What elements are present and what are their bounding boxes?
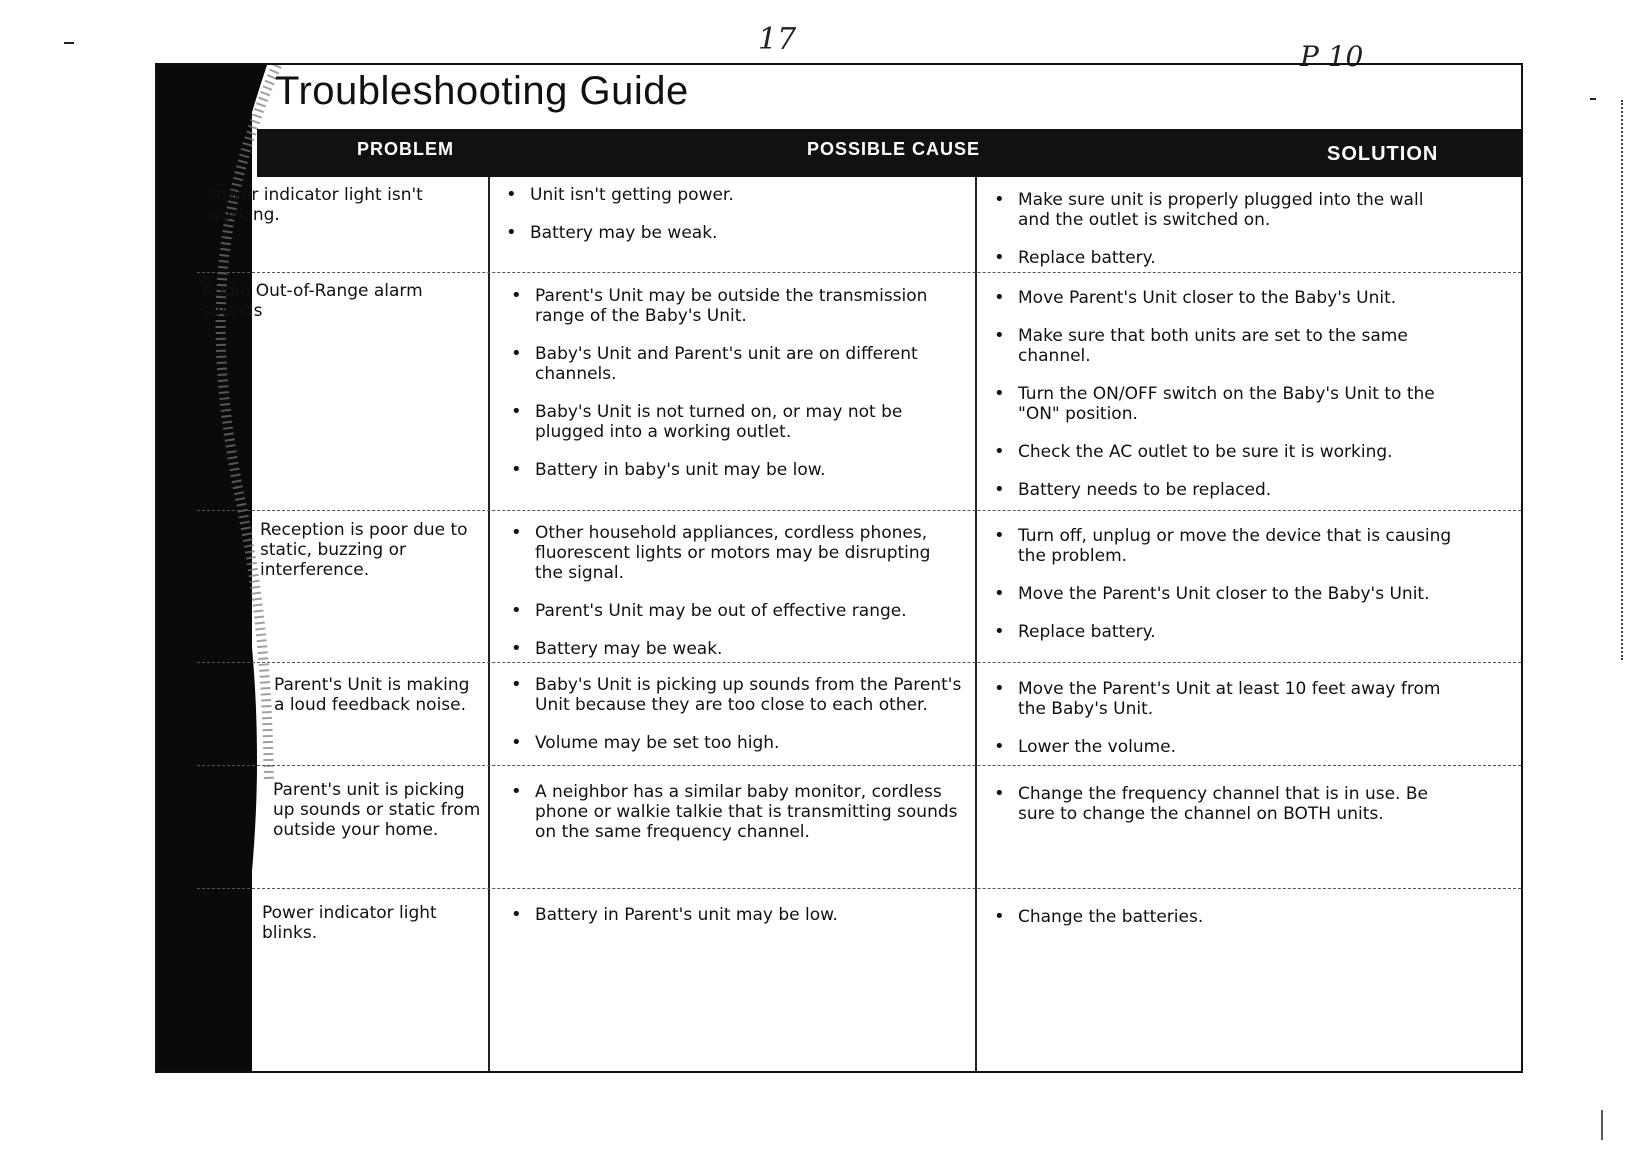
table-header — [257, 129, 1521, 177]
solution-item: • Make sure unit is properly plugged into the wall and the outlet is switched on. — [990, 190, 1460, 230]
page-title: Troubleshooting Guide — [275, 69, 689, 113]
solution-item: • Move the Parent's Unit at least 10 feet away from the Baby's Unit. — [990, 679, 1460, 719]
cause-item: • Baby's Unit is picking up sounds from the Parent's Unit because they are too close to each other. — [507, 675, 962, 715]
column-divider — [488, 177, 490, 1071]
problem-cell: Parent's unit is picking up sounds or static from outside your home. — [273, 780, 481, 840]
solution-list — [990, 784, 1460, 842]
cause-item: • Baby's Unit and Parent's unit are on different channels. — [507, 344, 967, 384]
solution-list — [990, 907, 1460, 945]
solution-item: • Make sure that both units are set to the same channel. — [990, 326, 1470, 366]
cause-list — [507, 523, 962, 677]
problem-cell: Parent's Unit is making a loud feedback noise. — [274, 675, 470, 715]
handwritten-page-number: 17 — [758, 22, 797, 57]
header-solution: SOLUTION — [1327, 143, 1439, 165]
cause-item: • Other household appliances, cordless phones, fluorescent lights or motors may be disrupting the signal. — [507, 523, 962, 583]
solution-item: • Turn the ON/OFF switch on the Baby's Unit to the "ON" position. — [990, 384, 1470, 424]
column-divider — [975, 177, 977, 1071]
solution-item: • Lower the volume. — [990, 737, 1460, 757]
cause-item: • Battery in Parent's unit may be low. — [507, 905, 962, 925]
cause-item: • Parent's Unit may be out of effective range. — [507, 601, 962, 621]
cause-item: • Battery in baby's unit may be low. — [507, 460, 967, 480]
cause-item: • Battery may be weak. — [502, 223, 962, 243]
cause-item: • Volume may be set too high. — [507, 733, 962, 753]
cause-list — [507, 286, 967, 498]
scan-tick — [64, 42, 74, 44]
solution-item: • Change the batteries. — [990, 907, 1460, 927]
cause-list — [502, 185, 962, 261]
solution-list — [990, 190, 1460, 286]
solution-item: • Replace battery. — [990, 622, 1460, 642]
solution-list — [990, 288, 1470, 518]
solution-item: • Move Parent's Unit closer to the Baby's Unit. — [990, 288, 1470, 308]
row-divider — [197, 888, 1521, 889]
solution-item: • Turn off, unplug or move the device that is causing the problem. — [990, 526, 1460, 566]
scan-edge-marks — [1617, 100, 1623, 660]
handwritten-page-ref: P 10 — [1300, 40, 1364, 73]
scan-edge-mark-bottom — [1601, 1110, 1603, 1140]
problem-cell: Reception is poor due to static, buzzing or interference. — [260, 520, 468, 580]
header-problem: PROBLEM — [357, 139, 454, 159]
cause-item: • A neighbor has a similar baby monitor, cordless phone or walkie talkie that is transmitting sounds on the same frequency channel. — [507, 782, 967, 842]
solution-list — [990, 679, 1460, 775]
cause-list — [507, 675, 962, 771]
cause-item: • Battery may be weak. — [507, 639, 962, 659]
solution-list — [990, 526, 1460, 660]
cause-item: • Parent's Unit may be outside the transmission range of the Baby's Unit. — [507, 286, 967, 326]
cause-list — [507, 782, 967, 860]
problem-cell: Audio Out-of-Range alarm sounds — [202, 281, 423, 321]
problem-cell: Power indicator light blinks. — [262, 903, 437, 943]
cause-item: • Unit isn't getting power. — [502, 185, 962, 205]
cause-list — [507, 905, 962, 943]
solution-item: • Replace battery. — [990, 248, 1460, 268]
solution-item: • Change the frequency channel that is in use. Be sure to change the channel on BOTH units. — [990, 784, 1460, 824]
cause-item: • Baby's Unit is not turned on, or may not be plugged into a working outlet. — [507, 402, 967, 442]
troubleshooting-panel — [155, 63, 1523, 1073]
header-cause: POSSIBLE CAUSE — [807, 139, 981, 159]
solution-item: • Check the AC outlet to be sure it is working. — [990, 442, 1470, 462]
solution-item: • Battery needs to be replaced. — [990, 480, 1470, 500]
solution-item: • Move the Parent's Unit closer to the Baby's Unit. — [990, 584, 1460, 604]
problem-cell: Power indicator light isn't working. — [207, 185, 423, 225]
scan-tick — [1590, 98, 1596, 100]
